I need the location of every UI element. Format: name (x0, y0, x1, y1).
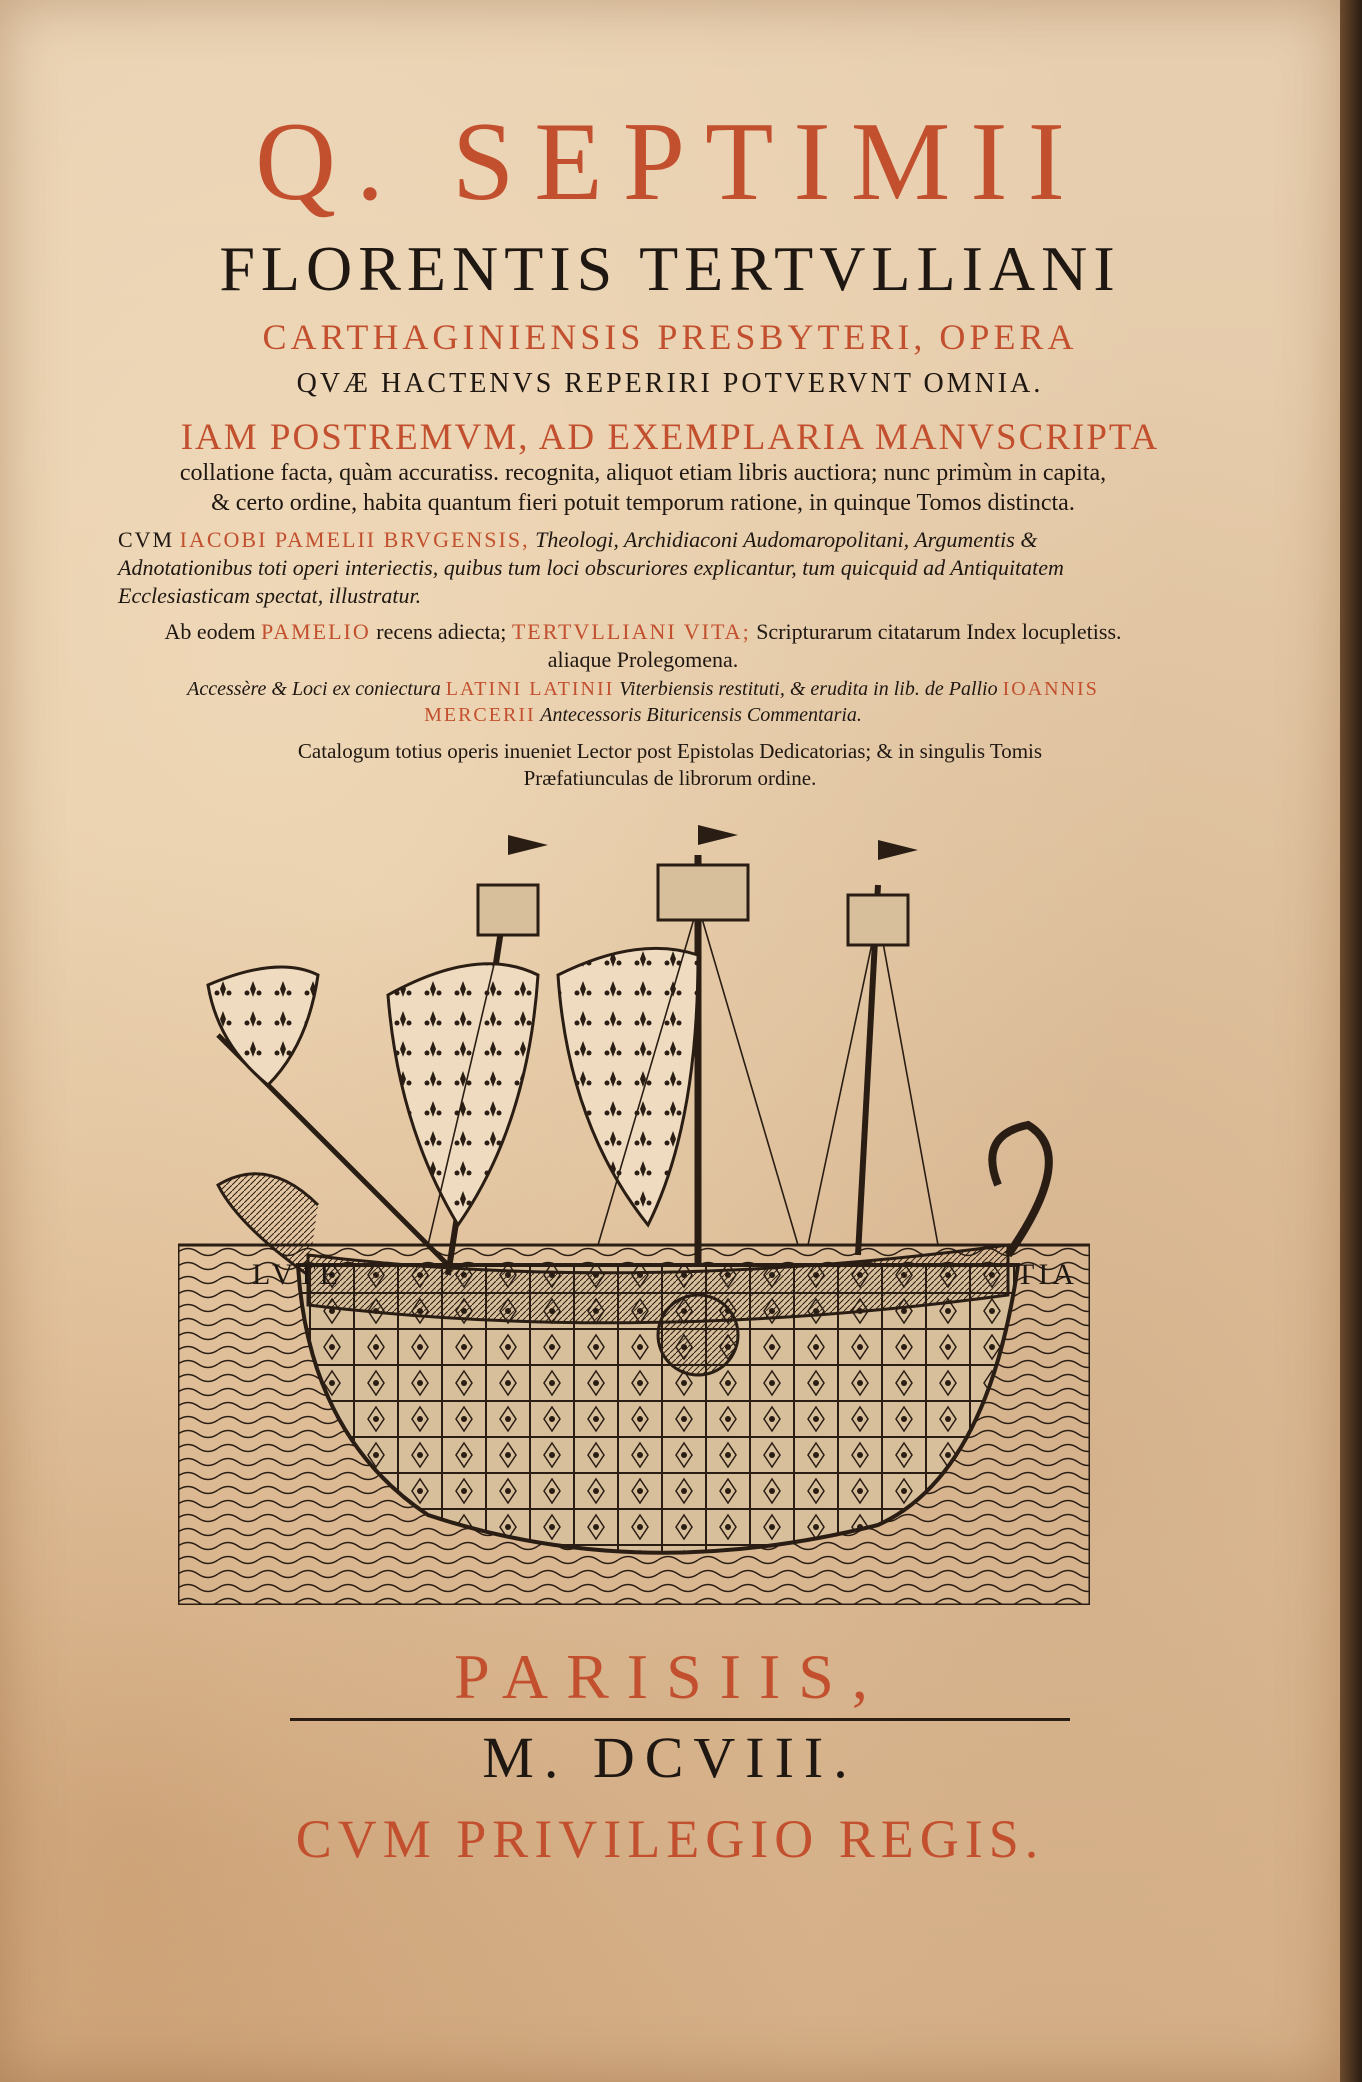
fore-pennant (508, 835, 548, 885)
ab-text-3: Scripturarum citatarum Index locupletiss. (756, 619, 1122, 644)
catalog-line-2: Præfatiunculas de librorum ordine. (523, 766, 817, 790)
imprint-year: M. DCVIII. (482, 1725, 858, 1790)
pamelius-name: IACOBI PAMELII BRVGENSIS, (179, 527, 530, 552)
cum-paragraph (118, 526, 1168, 610)
main-sail (558, 948, 698, 1225)
book-edge (1340, 0, 1362, 2082)
title-line-6: collatione facta, quàm accuratiss. recognita, aliquot etiam libris auctiora; nunc primùm in capita, (179, 460, 1107, 486)
cum-text-1: Theologi, Archidiaconi Audomaropolitani, Argumentis & (535, 527, 1038, 552)
ab-text-1: Ab eodem (164, 619, 256, 644)
title-line-2: FLORENTIS TERTVLLIANI (219, 233, 1121, 304)
catalog-paragraph (170, 738, 1170, 792)
main-top (658, 865, 748, 920)
ab-text-4: aliaque Prolegomena. (547, 647, 739, 672)
ab-paragraph (118, 618, 1168, 674)
woodcut-label-right: TIA (1016, 1258, 1078, 1291)
stern-scroll (992, 1125, 1049, 1255)
acc-name-1: LATINI LATINII (445, 678, 615, 700)
acc-text-3: Antecessoris Bituricensis Commentaria. (540, 704, 862, 726)
title-line-5: IAM POSTREMVM, AD EXEMPLARIA MANVSCRIPTA (180, 417, 1160, 458)
imprint-city: PARISIIS, (454, 1641, 886, 1712)
catalog-line-1: Catalogum totius operis inueniet Lector post Epistolas Dedicatorias; & in singulis Tomis (297, 739, 1043, 763)
mizzen-pennant (878, 840, 918, 885)
title-line-1: Q. SEPTIMII (255, 100, 1085, 224)
acc-text-1: Accessère & Loci ex coniectura (187, 678, 441, 700)
ab-text-2: recens adiecta; (376, 619, 507, 644)
cum-text-3: Ecclesiasticam spectat, illustratur. (118, 583, 422, 608)
imprint-privilege: CVM PRIVILEGIO REGIS. (295, 1809, 1045, 1869)
woodcut-label-left: LVTE (252, 1258, 342, 1291)
title-line-4: QVÆ HACTENVS REPERIRI POTVERVNT OMNIA. (296, 368, 1044, 399)
fore-top (478, 885, 538, 935)
royal-coat-of-arms (658, 1295, 738, 1375)
ab-name-1: PAMELIO (260, 619, 371, 644)
imprint-rule (290, 1718, 1070, 1721)
bow-sail (208, 967, 318, 1085)
cum-text-2: Adnotationibus toti operi interiectis, quibus tum loci obscuriores explicantur, tum quicquid ad Antiquitatem (118, 555, 1064, 580)
title-line-3: CARTHAGINIENSIS PRESBYTERI, OPERA (262, 317, 1078, 357)
title-line-7: & certo ordine, habita quantum fieri potuit temporum ratione, in quinque Tomos distincta. (211, 490, 1075, 516)
main-pennant (698, 825, 738, 855)
accessere-paragraph (118, 676, 1168, 728)
mizzen-top (848, 895, 908, 945)
acc-name-2: IOANNIS (1002, 678, 1099, 700)
acc-text-2: Viterbiensis restituti, & erudita in lib. de Pallio (619, 678, 998, 700)
acc-name-3: MERCERII (424, 704, 536, 726)
ab-name-2: TERTVLLIANI VITA; (511, 619, 751, 644)
cum-prefix: CVM (118, 527, 175, 552)
ship-woodcut-illustration (178, 825, 1090, 1605)
